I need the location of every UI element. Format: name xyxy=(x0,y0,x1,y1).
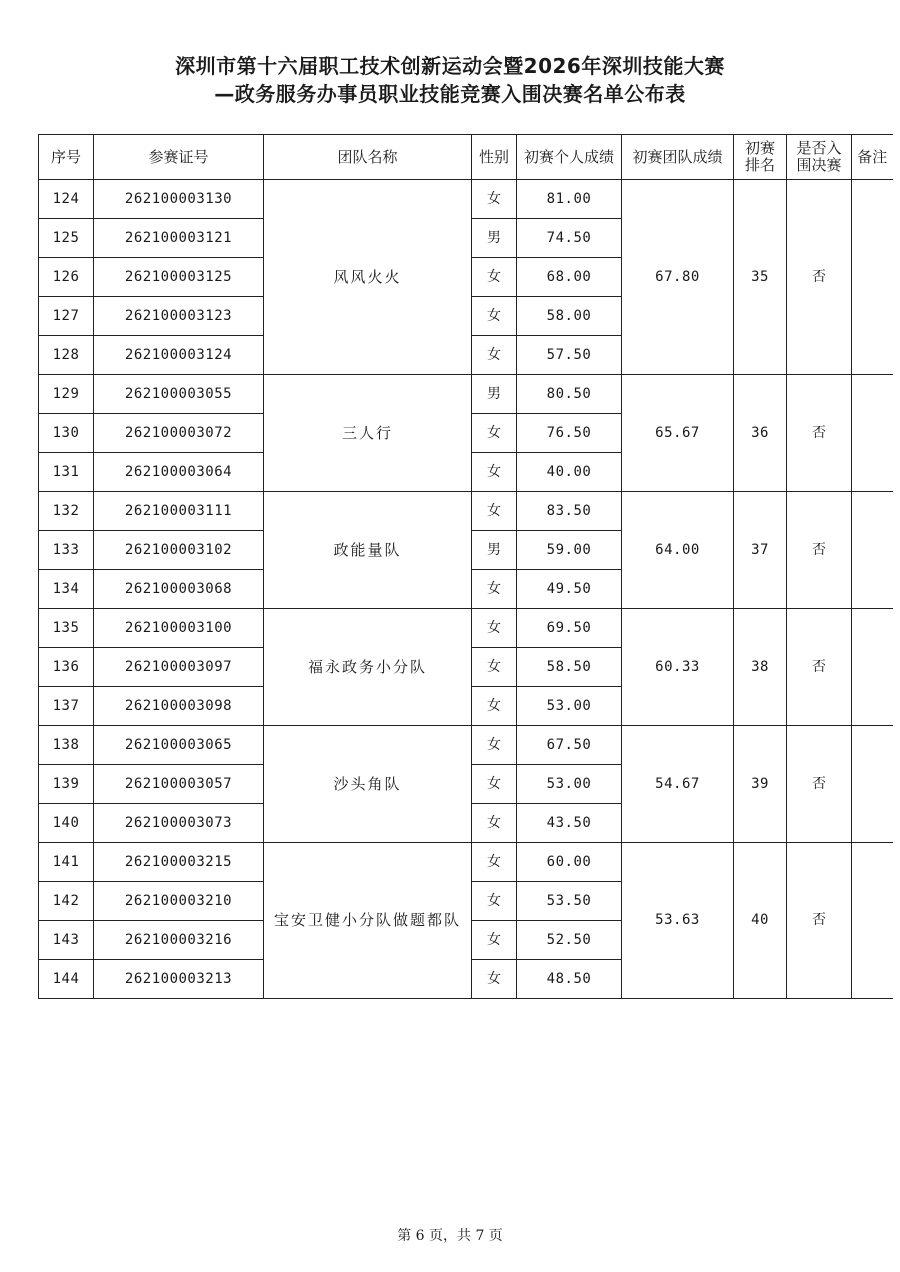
finalist-cell: 否 xyxy=(787,843,852,999)
remarks-cell xyxy=(852,843,893,999)
entry-id-cell: 262100003213 xyxy=(94,960,264,999)
individual-score-cell: 58.00 xyxy=(517,297,622,336)
table-row xyxy=(39,726,893,765)
col-header-finalist: 是否入围决赛 xyxy=(787,135,852,180)
rank-cell: 40 xyxy=(734,843,787,999)
individual-score-cell: 60.00 xyxy=(517,843,622,882)
individual-score-cell: 68.00 xyxy=(517,258,622,297)
team-name-cell: 三人行 xyxy=(264,375,472,492)
col-header-team-name: 团队名称 xyxy=(264,135,472,180)
gender-cell: 女 xyxy=(472,726,517,765)
seq-cell: 128 xyxy=(39,336,94,375)
finalist-cell: 否 xyxy=(787,609,852,726)
team-name-cell: 宝安卫健小分队做题都队 xyxy=(264,843,472,999)
table-header-row xyxy=(39,135,893,180)
gender-cell: 女 xyxy=(472,453,517,492)
col-header-entry-id: 参赛证号 xyxy=(94,135,264,180)
gender-cell: 男 xyxy=(472,531,517,570)
seq-cell: 139 xyxy=(39,765,94,804)
finalist-cell: 否 xyxy=(787,492,852,609)
individual-score-cell: 58.50 xyxy=(517,648,622,687)
team-score-cell: 65.67 xyxy=(622,375,734,492)
gender-cell: 女 xyxy=(472,765,517,804)
table-row xyxy=(39,180,893,219)
team-score-cell: 64.00 xyxy=(622,492,734,609)
entry-id-cell: 262100003072 xyxy=(94,414,264,453)
entry-id-cell: 262100003064 xyxy=(94,453,264,492)
entry-id-cell: 262100003100 xyxy=(94,609,264,648)
team-name-cell: 沙头角队 xyxy=(264,726,472,843)
team-score-cell: 67.80 xyxy=(622,180,734,375)
remarks-cell xyxy=(852,726,893,843)
individual-score-cell: 52.50 xyxy=(517,921,622,960)
team-score-cell: 54.67 xyxy=(622,726,734,843)
col-header-gender: 性别 xyxy=(472,135,517,180)
entry-id-cell: 262100003057 xyxy=(94,765,264,804)
gender-cell: 女 xyxy=(472,180,517,219)
seq-cell: 126 xyxy=(39,258,94,297)
page-title: 深圳市第十六届职工技术创新运动会暨2026年深圳技能大赛 xyxy=(175,54,725,78)
individual-score-cell: 81.00 xyxy=(517,180,622,219)
finalist-cell: 否 xyxy=(787,726,852,843)
rank-cell: 37 xyxy=(734,492,787,609)
gender-cell: 女 xyxy=(472,258,517,297)
seq-cell: 140 xyxy=(39,804,94,843)
team-name-cell: 政能量队 xyxy=(264,492,472,609)
individual-score-cell: 40.00 xyxy=(517,453,622,492)
individual-score-cell: 83.50 xyxy=(517,492,622,531)
finalist-table xyxy=(38,134,893,999)
entry-id-cell: 262100003097 xyxy=(94,648,264,687)
gender-cell: 女 xyxy=(472,882,517,921)
individual-score-cell: 53.00 xyxy=(517,687,622,726)
finalist-cell: 否 xyxy=(787,180,852,375)
individual-score-cell: 74.50 xyxy=(517,219,622,258)
finalist-cell: 否 xyxy=(787,375,852,492)
remarks-cell xyxy=(852,375,893,492)
seq-cell: 136 xyxy=(39,648,94,687)
table-row xyxy=(39,609,893,648)
team-score-cell: 53.63 xyxy=(622,843,734,999)
seq-cell: 132 xyxy=(39,492,94,531)
col-header-rank: 初赛排名 xyxy=(734,135,787,180)
seq-cell: 131 xyxy=(39,453,94,492)
entry-id-cell: 262100003065 xyxy=(94,726,264,765)
individual-score-cell: 53.50 xyxy=(517,882,622,921)
rank-cell: 39 xyxy=(734,726,787,843)
seq-cell: 138 xyxy=(39,726,94,765)
gender-cell: 女 xyxy=(472,570,517,609)
individual-score-cell: 48.50 xyxy=(517,960,622,999)
gender-cell: 女 xyxy=(472,687,517,726)
individual-score-cell: 76.50 xyxy=(517,414,622,453)
table-row xyxy=(39,843,893,882)
gender-cell: 女 xyxy=(472,609,517,648)
gender-cell: 女 xyxy=(472,336,517,375)
entry-id-cell: 262100003073 xyxy=(94,804,264,843)
gender-cell: 女 xyxy=(472,492,517,531)
individual-score-cell: 59.00 xyxy=(517,531,622,570)
individual-score-cell: 43.50 xyxy=(517,804,622,843)
seq-cell: 133 xyxy=(39,531,94,570)
seq-cell: 137 xyxy=(39,687,94,726)
remarks-cell xyxy=(852,609,893,726)
gender-cell: 女 xyxy=(472,843,517,882)
col-header-individual-score: 初赛个人成绩 xyxy=(517,135,622,180)
seq-cell: 124 xyxy=(39,180,94,219)
seq-cell: 143 xyxy=(39,921,94,960)
individual-score-cell: 80.50 xyxy=(517,375,622,414)
page-number: 第 6 页，共 7 页 xyxy=(397,1228,503,1244)
entry-id-cell: 262100003130 xyxy=(94,180,264,219)
team-score-cell: 60.33 xyxy=(622,609,734,726)
entry-id-cell: 262100003055 xyxy=(94,375,264,414)
entry-id-cell: 262100003102 xyxy=(94,531,264,570)
team-name-cell: 风风火火 xyxy=(264,180,472,375)
gender-cell: 女 xyxy=(472,960,517,999)
seq-cell: 127 xyxy=(39,297,94,336)
gender-cell: 男 xyxy=(472,375,517,414)
gender-cell: 女 xyxy=(472,648,517,687)
entry-id-cell: 262100003210 xyxy=(94,882,264,921)
seq-cell: 135 xyxy=(39,609,94,648)
entry-id-cell: 262100003068 xyxy=(94,570,264,609)
individual-score-cell: 53.00 xyxy=(517,765,622,804)
seq-cell: 142 xyxy=(39,882,94,921)
entry-id-cell: 262100003123 xyxy=(94,297,264,336)
table-row xyxy=(39,492,893,531)
gender-cell: 女 xyxy=(472,921,517,960)
entry-id-cell: 262100003098 xyxy=(94,687,264,726)
entry-id-cell: 262100003111 xyxy=(94,492,264,531)
entry-id-cell: 262100003125 xyxy=(94,258,264,297)
entry-id-cell: 262100003216 xyxy=(94,921,264,960)
individual-score-cell: 57.50 xyxy=(517,336,622,375)
seq-cell: 129 xyxy=(39,375,94,414)
team-name-cell: 福永政务小分队 xyxy=(264,609,472,726)
rank-cell: 36 xyxy=(734,375,787,492)
remarks-cell xyxy=(852,180,893,375)
gender-cell: 女 xyxy=(472,414,517,453)
seq-cell: 144 xyxy=(39,960,94,999)
entry-id-cell: 262100003124 xyxy=(94,336,264,375)
gender-cell: 女 xyxy=(472,804,517,843)
entry-id-cell: 262100003215 xyxy=(94,843,264,882)
rank-cell: 35 xyxy=(734,180,787,375)
seq-cell: 141 xyxy=(39,843,94,882)
seq-cell: 125 xyxy=(39,219,94,258)
table-row xyxy=(39,375,893,414)
col-header-team-score: 初赛团队成绩 xyxy=(622,135,734,180)
individual-score-cell: 69.50 xyxy=(517,609,622,648)
rank-cell: 38 xyxy=(734,609,787,726)
seq-cell: 130 xyxy=(39,414,94,453)
seq-cell: 134 xyxy=(39,570,94,609)
gender-cell: 男 xyxy=(472,219,517,258)
page-subtitle: —政务服务办事员职业技能竞赛入围决赛名单公布表 xyxy=(214,82,686,106)
col-header-seq: 序号 xyxy=(39,135,94,180)
entry-id-cell: 262100003121 xyxy=(94,219,264,258)
individual-score-cell: 49.50 xyxy=(517,570,622,609)
remarks-cell xyxy=(852,492,893,609)
table-body xyxy=(39,180,893,999)
gender-cell: 女 xyxy=(472,297,517,336)
individual-score-cell: 67.50 xyxy=(517,726,622,765)
col-header-remarks: 备注 xyxy=(852,135,893,180)
